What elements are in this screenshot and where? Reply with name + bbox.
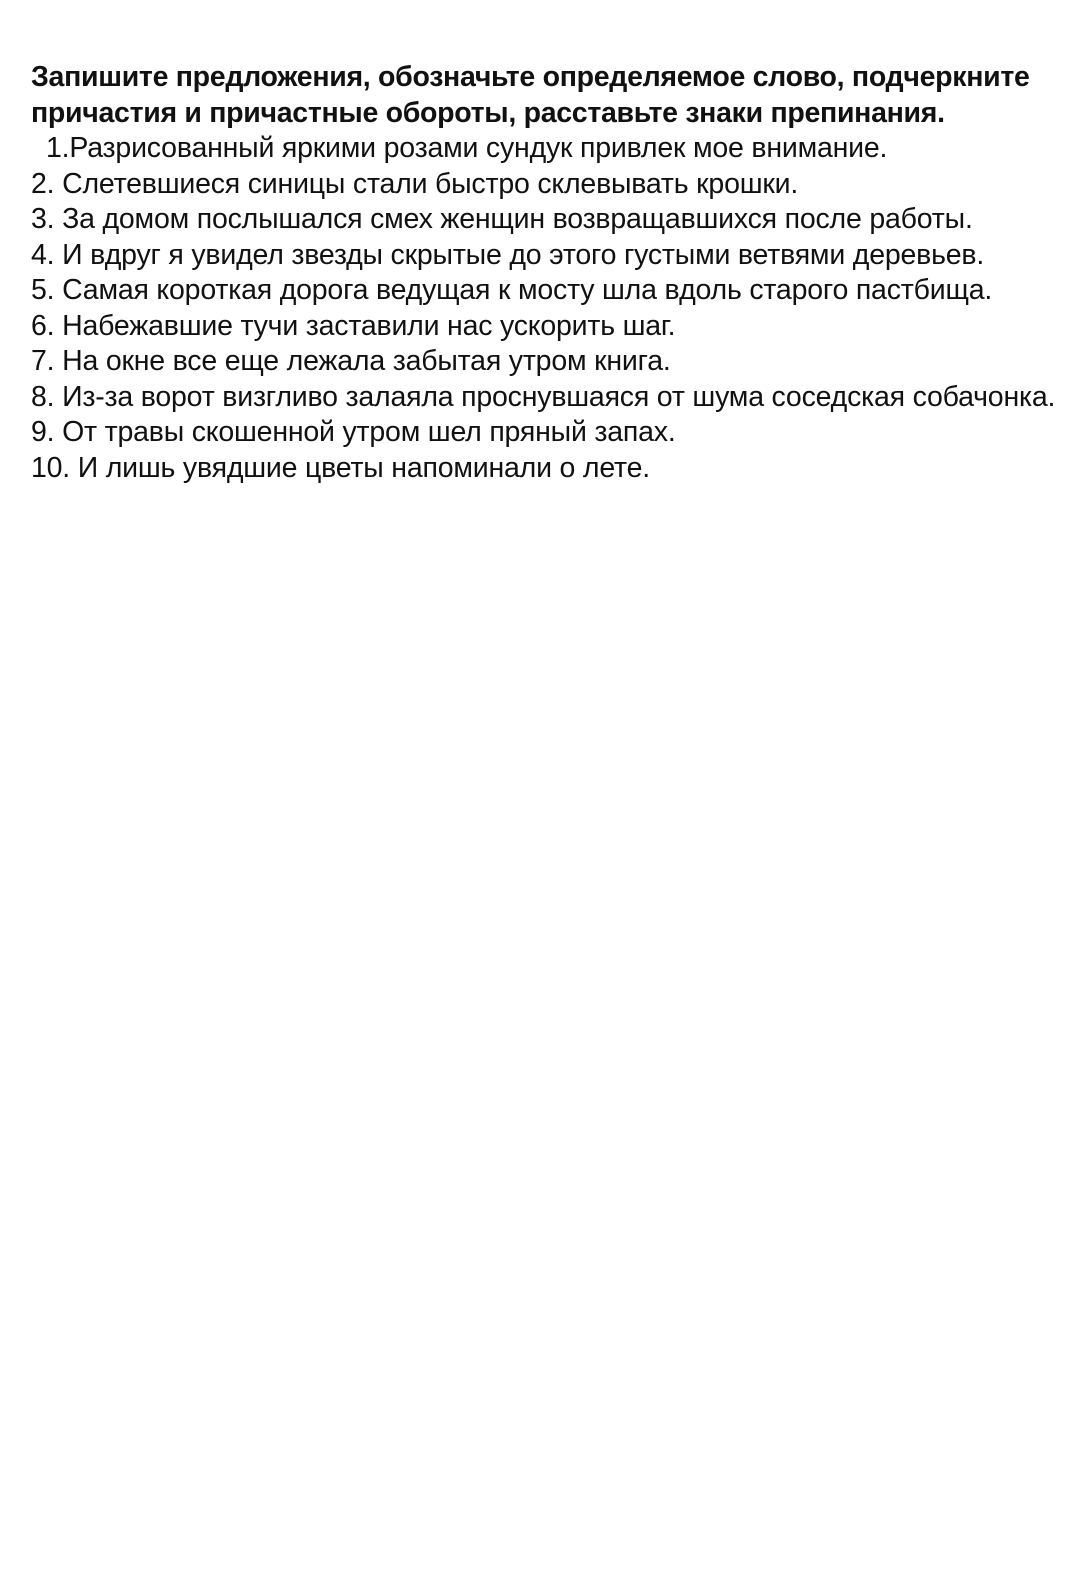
sentence-item: 4. И вдруг я увидел звезды скрытые до этого густыми ветвями деревьев.: [31, 238, 985, 271]
sentence-item: 10. И лишь увядшие цветы напоминали о лете.: [31, 451, 650, 484]
sentence-item: 1.Разрисованный яркими розами сундук привлек мое внимание.: [46, 132, 888, 164]
task-instruction: Запишите предложения, обозначьте определяемое слово, подчеркните причастия и причастные обороты, расставьте знаки препинания.: [31, 61, 1030, 129]
sentence-list: [31, 131, 1076, 486]
sentence-item: 7. На окне все еще лежала забытая утром книга.: [31, 345, 671, 377]
sentence-item: 6. Набежавшие тучи заставили нас ускорить шаг.: [31, 309, 676, 342]
sentence-item: 3. За домом послышался смех женщин возвращавшихся после работы.: [31, 203, 973, 235]
sentence-item: 5. Самая короткая дорога ведущая к мосту шла вдоль старого пастбища.: [31, 274, 993, 306]
sentence-item: 9. От травы скошенной утром шел пряный запах.: [31, 416, 676, 448]
sentence-item: 8. Из-за ворот визгливо залаяла проснувшаяся от шума соседская собачонка.: [31, 380, 1056, 413]
worksheet: [31, 60, 1076, 486]
sentence-item: 2. Слетевшиеся синицы стали быстро склевывать крошки.: [31, 167, 799, 200]
